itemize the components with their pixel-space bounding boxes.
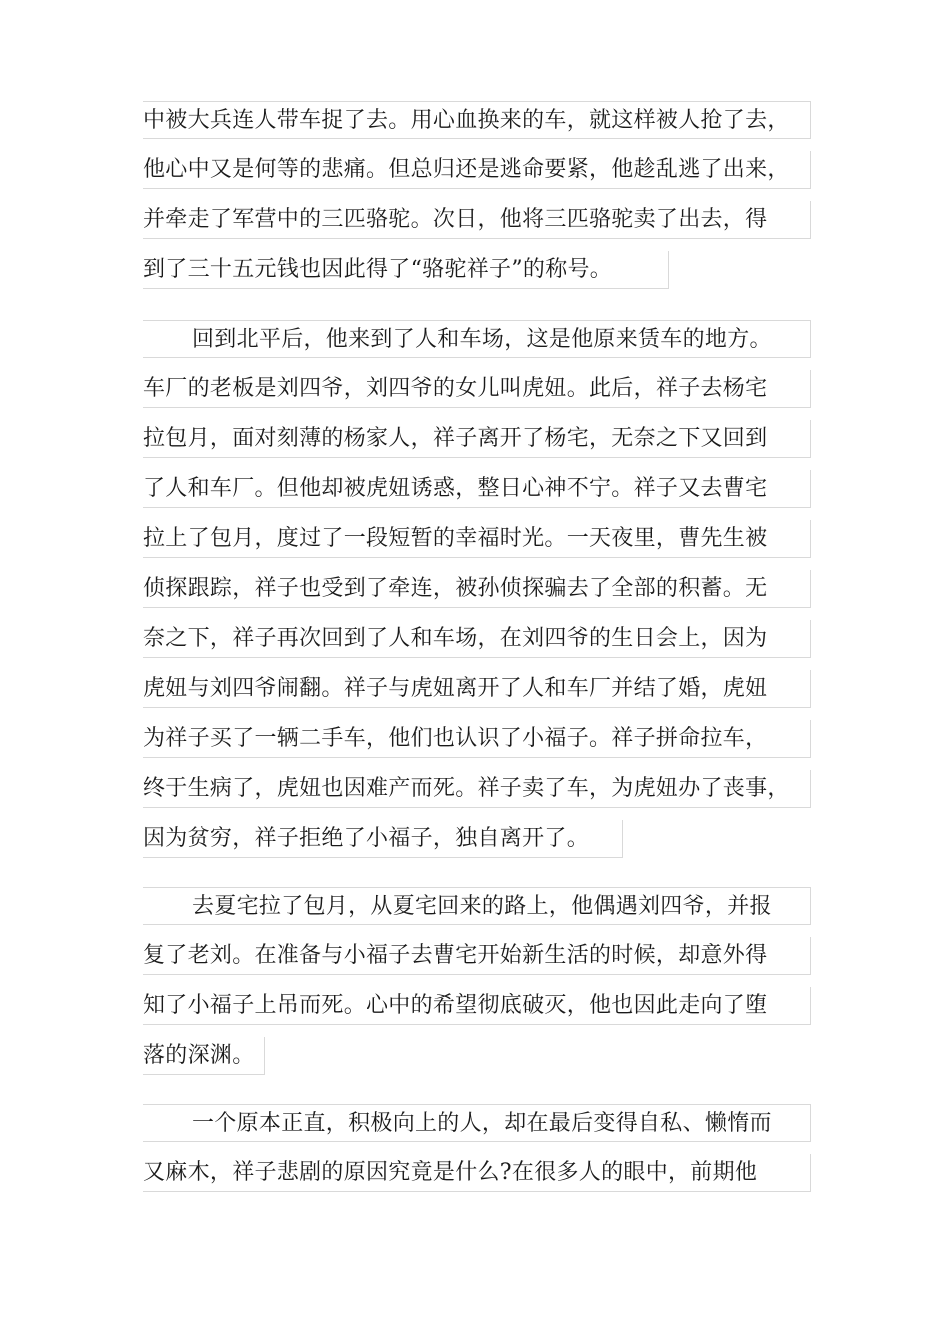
- text-line: 去夏宅拉了包月，从夏宅回来的路上，他偶遇刘四爷，并报: [143, 887, 811, 925]
- text-line: 又麻木，祥子悲剧的原因究竟是什么?在很多人的眼中，前期他: [143, 1154, 811, 1192]
- text-line: 拉上了包月，度过了一段短暂的幸福时光。一天夜里，曹先生被: [143, 520, 811, 558]
- text-line: 知了小福子上吊而死。心中的希望彻底破灭，他也因此走向了堕: [143, 987, 811, 1025]
- text-line: 拉包月，面对刻薄的杨家人，祥子离开了杨宅，无奈之下又回到: [143, 420, 811, 458]
- text-line: 为祥子买了一辆二手车，他们也认识了小福子。祥子拼命拉车，: [143, 720, 811, 758]
- text-line: 回到北平后，他来到了人和车场，这是他原来赁车的地方。: [143, 320, 811, 358]
- text-line: 车厂的老板是刘四爷，刘四爷的女儿叫虎妞。此后，祥子去杨宅: [143, 370, 811, 408]
- text-line: 他心中又是何等的悲痛。但总归还是逃命要紧，他趁乱逃了出来，: [143, 151, 811, 189]
- text-line: 侦探跟踪，祥子也受到了牵连，被孙侦探骗去了全部的积蓄。无: [143, 570, 811, 608]
- text-line: 复了老刘。在准备与小福子去曹宅开始新生活的时候，却意外得: [143, 937, 811, 975]
- text-line: 一个原本正直，积极向上的人，却在最后变得自私、懒惰而: [143, 1104, 811, 1142]
- text-line: 落的深渊。: [143, 1037, 265, 1075]
- text-line: 虎妞与刘四爷闹翻。祥子与虎妞离开了人和车厂并结了婚，虎妞: [143, 670, 811, 708]
- text-line: 终于生病了，虎妞也因难产而死。祥子卖了车，为虎妞办了丧事，: [143, 770, 811, 808]
- text-line: 了人和车厂。但他却被虎妞诱惑，整日心神不宁。祥子又去曹宅: [143, 470, 811, 508]
- text-line: 中被大兵连人带车捉了去。用心血换来的车，就这样被人抢了去，: [143, 101, 811, 139]
- text-line: 到了三十五元钱也因此得了“骆驼祥子”的称号。: [143, 251, 669, 289]
- text-line: 因为贫穷，祥子拒绝了小福子，独自离开了。: [143, 820, 623, 858]
- text-line: 并牵走了军营中的三匹骆驼。次日，他将三匹骆驼卖了出去，得: [143, 201, 811, 239]
- text-line: 奈之下，祥子再次回到了人和车场，在刘四爷的生日会上，因为: [143, 620, 811, 658]
